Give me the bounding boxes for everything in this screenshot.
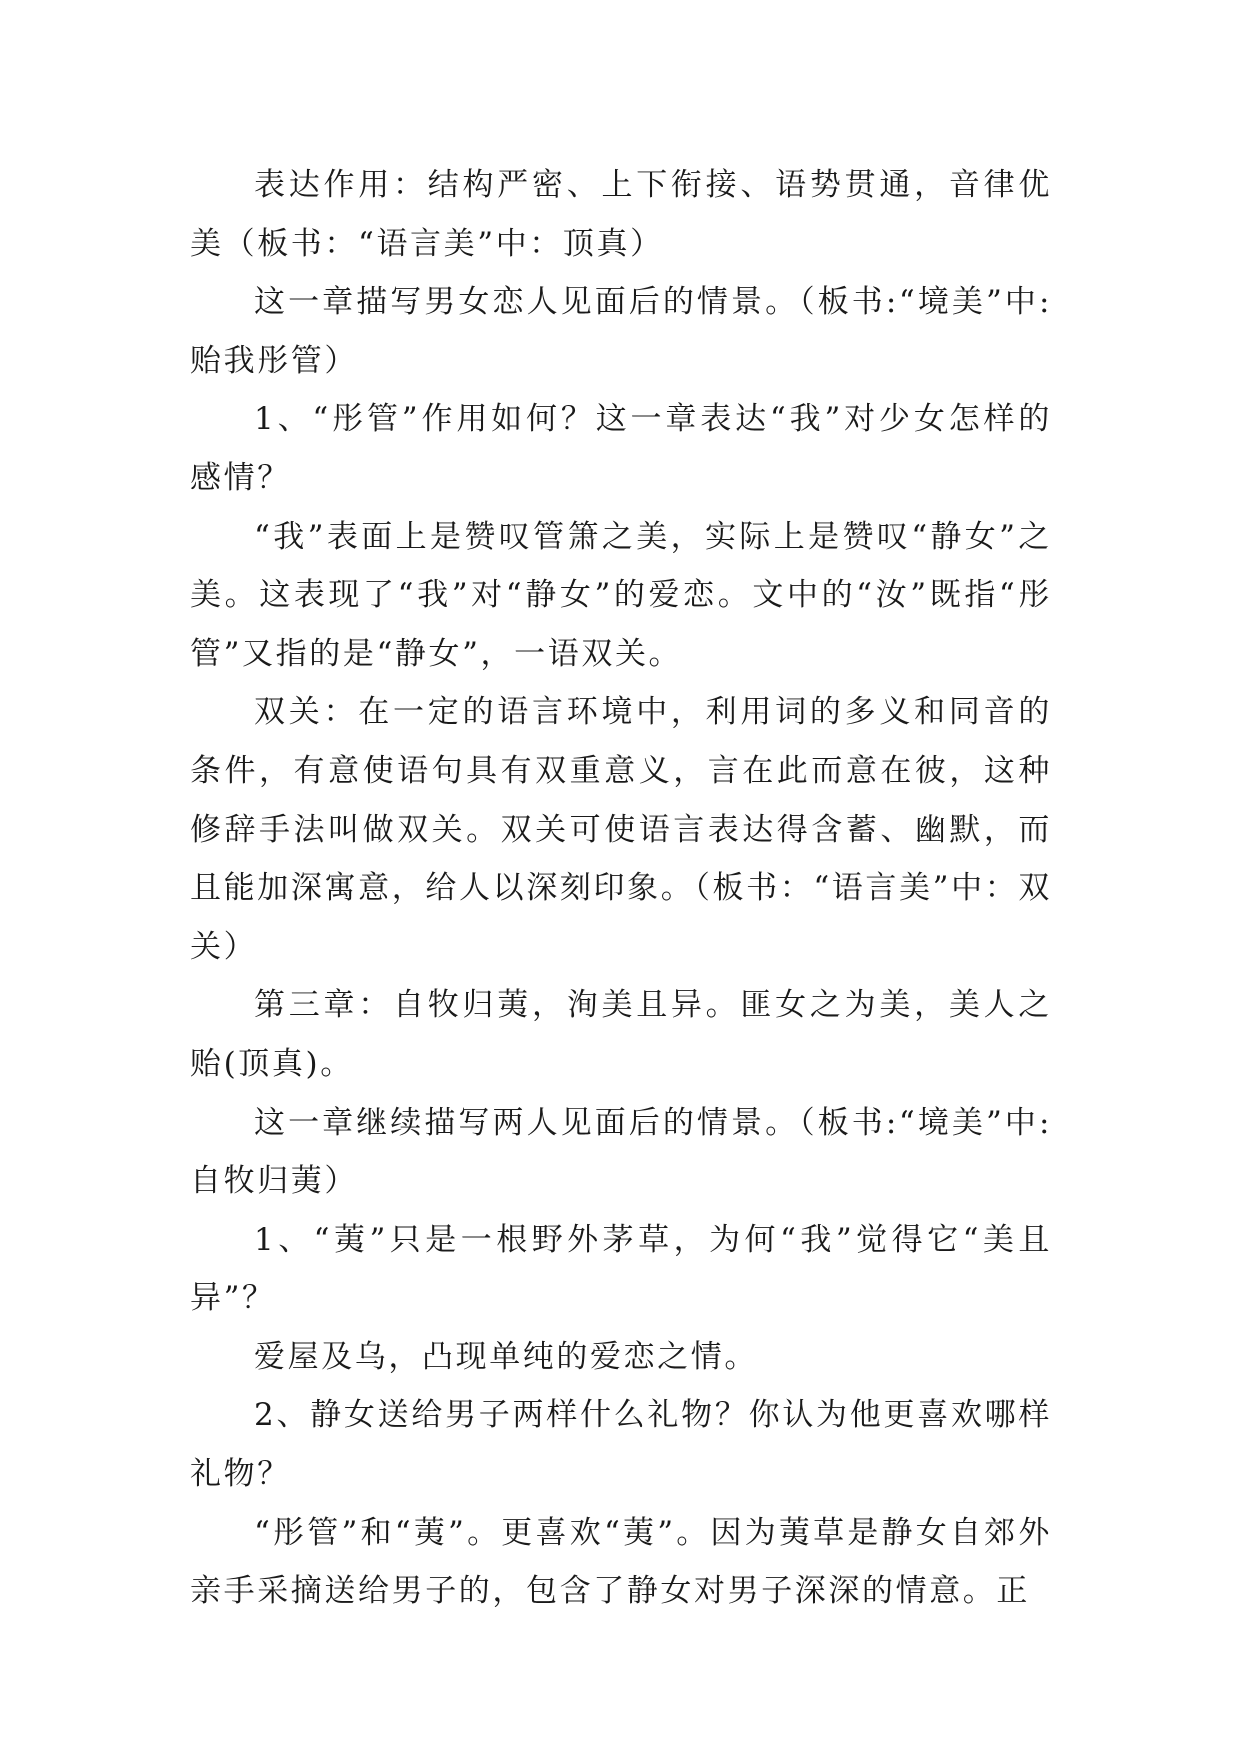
paragraph-pun-definition: 双关：在一定的语言环境中，利用词的多义和同音的条件，有意使语句具有双重意义，言在此而意在彼，这种修辞手法叫做双关。双关可使语言表达得含蓄、幽默，而且能加深寓意，给人以深刻印象。（板书：“语言美”中：双关） [190, 694, 1052, 965]
paragraph-question-yi: 1、“荑”只是一根野外茅草，为何“我”觉得它“美且异”？ [190, 1221, 1052, 1317]
paragraph-question-tongguan: 1、“彤管”作用如何？这一章表达“我”对少女怎样的感情？ [190, 401, 1052, 496]
paragraph-answer-tongguan: “我”表面上是赞叹管箫之美，实际上是赞叹“静女”之美。这表现了“我”对“静女”的爱恋。文中的“汝”既指“彤管”又指的是“静女”，一语双关。 [190, 518, 1052, 672]
body-text [190, 156, 1052, 1621]
paragraph-expressive-effect: 表达作用：结构严密、上下衔接、语势贯通，音律优美（板书：“语言美”中：顶真） [190, 167, 1052, 262]
paragraph-question-gifts: 2、静女送给男子两样什么礼物？你认为他更喜欢哪样礼物？ [190, 1397, 1052, 1493]
paragraph-answer-yi: 爱屋及乌，凸现单纯的爱恋之情。 [254, 1338, 758, 1375]
paragraph-chapter-three-scene: 这一章继续描写两人见面后的情景。（板书:“境美”中:自牧归荑） [190, 1104, 1052, 1200]
paragraph-chapter-two-scene: 这一章描写男女恋人见面后的情景。（板书:“境美”中:贻我彤管） [190, 284, 1052, 379]
paragraph-answer-gifts: “彤管”和“荑”。更喜欢“荑”。因为荑草是静女自郊外亲手采摘送给男子的，包含了静女对男子深深的情意。正 [190, 1514, 1052, 1610]
paragraph-chapter-three: 第三章：自牧归荑，洵美且异。匪女之为美，美人之贻(顶真)。 [190, 987, 1052, 1082]
